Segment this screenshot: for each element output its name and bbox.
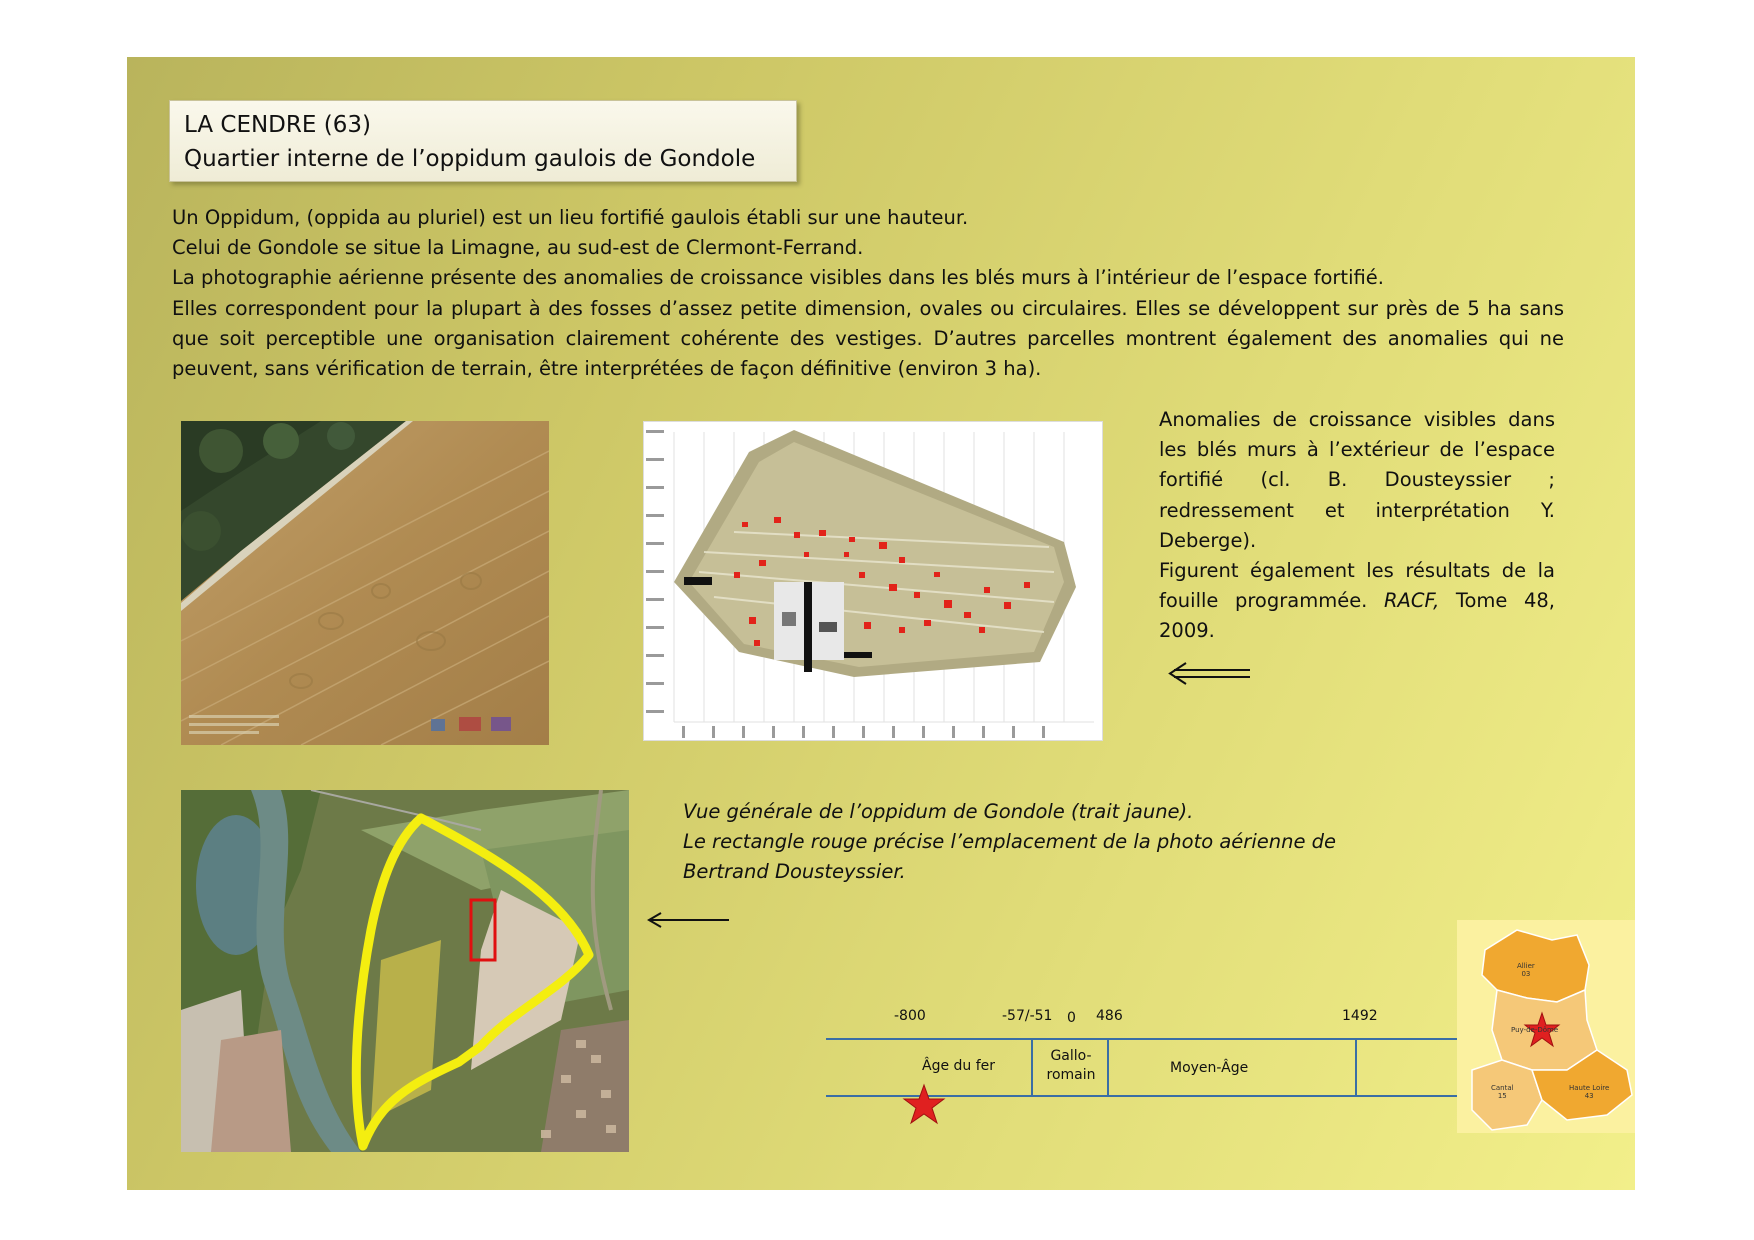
caption-fouille-text [1159, 556, 1555, 647]
timeline-tick-486: 486 [1096, 1008, 1123, 1024]
timeline-period-age-du-fer: Âge du fer [922, 1058, 996, 1074]
rectified-excavation-plan [643, 421, 1103, 741]
timeline-star-icon [902, 1083, 946, 1127]
map-label-haute-loire-code: 43 [1584, 1092, 1594, 1100]
timeline-tick-zero: 0 [1067, 1010, 1076, 1026]
title-line-1: LA CENDRE (63) [184, 112, 371, 138]
double-arrow-left-icon [1166, 662, 1252, 686]
map-label-allier [1517, 962, 1535, 978]
caption-anomalies [1159, 405, 1555, 647]
map-label-haute-loire [1569, 1084, 1609, 1100]
aerial-wheat-field-photo [181, 421, 549, 745]
timeline-tick-minus-57-51: -57/-51 [1002, 1008, 1053, 1024]
timeline-tick-minus-800: -800 [894, 1008, 926, 1024]
caption-fouille-part2: Tome 48, 2009. [1159, 589, 1555, 643]
map-label-allier-name: Allier [1517, 962, 1535, 970]
map-label-puy-de-dome [1511, 1026, 1558, 1034]
map-label-cantal [1491, 1084, 1514, 1100]
map-label-allier-code: 03 [1521, 970, 1531, 978]
timeline-period-gallo-romain-line-2: romain [1046, 1067, 1096, 1083]
map-label-cantal-name: Cantal [1491, 1084, 1514, 1092]
chronology-timeline [826, 1005, 1458, 1110]
intro-paragraph-2: Celui de Gondole se situe la Limagne, au sud-est de Clermont-Ferrand. [172, 236, 864, 260]
map-label-haute-loire-name: Haute Loire [1569, 1084, 1610, 1092]
intro-paragraph-1: Un Oppidum, (oppida au pluriel) est un lieu fortifié gaulois établi sur une hauteur. [172, 206, 969, 229]
oppidum-general-view-photo [181, 790, 629, 1152]
title-box [169, 100, 797, 182]
caption-anomalies-text: Anomalies de croissance visibles dans les blés murs à l’extérieur de l’espace fortifié (cl. B. Dousteyssier ; redressement et interprétation Y. Deberge). [1159, 408, 1555, 552]
timeline-period-moyen-age: Moyen-Âge [1170, 1060, 1249, 1076]
timeline-period-gallo-romain [1036, 1047, 1106, 1085]
caption-general-view [683, 797, 1403, 888]
map-label-cantal-code: 15 [1497, 1092, 1507, 1100]
title-line-2: Quartier interne de l’oppidum gaulois de Gondole [184, 146, 756, 172]
caption-general-view-line-1: Vue générale de l’oppidum de Gondole (trait jaune). [683, 800, 1194, 823]
timeline-tick-1492: 1492 [1342, 1008, 1378, 1024]
intro-paragraph-3: La photographie aérienne présente des anomalies de croissance visibles dans les blés murs à l’intérieur de l’espace fortifié. [172, 266, 1384, 290]
auvergne-map [1457, 920, 1635, 1133]
map-label-puy-de-dome-name: Puy-de-Dôme [1511, 1026, 1559, 1034]
arrow-left-icon [645, 910, 731, 930]
intro-text [172, 203, 1564, 384]
intro-paragraph-4: Elles correspondent pour la plupart à des fosses d’assez petite dimension, ovales ou circulaires. Elles se développent sur près de 5 ha sans que soit perceptible une organisation clairement cohérente des vestiges. D’autres parcelles montrent également des anomalies qui ne peuvent, sans vérification de terrain, être interprétées de façon définitive (environ 3 ha). [172, 296, 1564, 381]
caption-fouille-part1: Figurent également les résultats de la fouille programmée. [1159, 559, 1555, 613]
timeline-period-gallo-romain-line-1: Gallo- [1050, 1048, 1092, 1064]
caption-general-view-line-2: Le rectangle rouge précise l’emplacement de la photo aérienne de Bertrand Dousteyssier. [683, 830, 1337, 884]
caption-fouille-italic: RACF, [1383, 589, 1440, 613]
